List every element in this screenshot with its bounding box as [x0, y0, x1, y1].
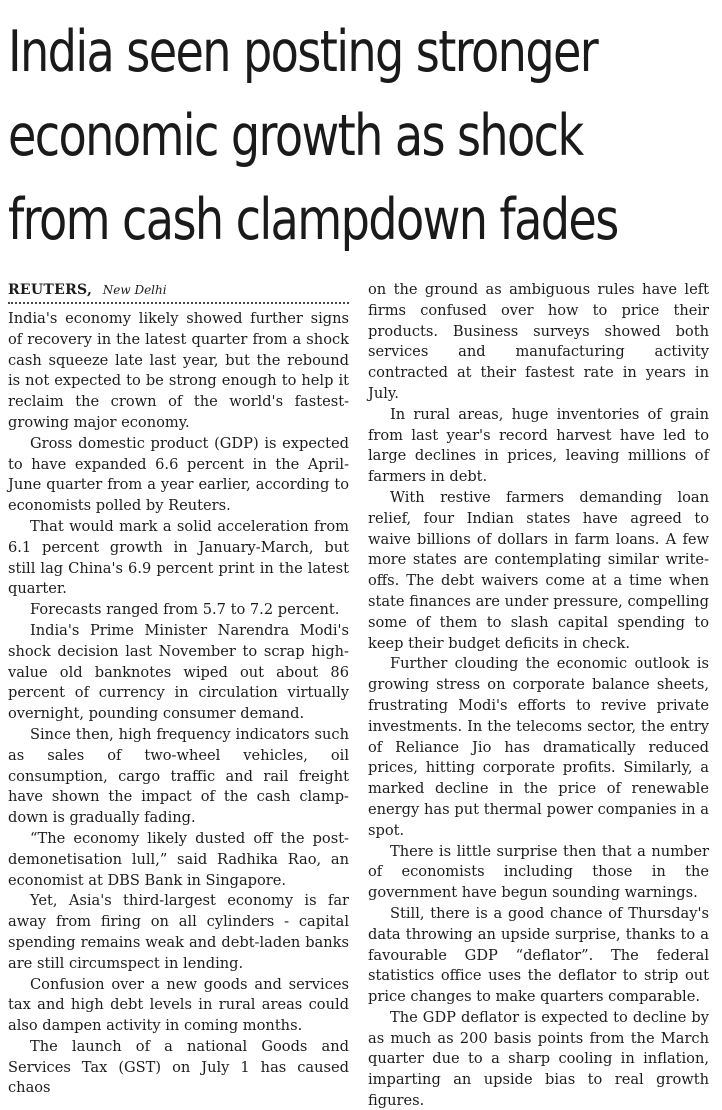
article-column-left: [8, 280, 349, 1099]
paragraph: That would mark a solid acceleration from 6.1 percent growth in January-March, but still lag China's 6.9 percent print in the latest quarter.: [8, 517, 349, 598]
paragraph: The GDP deflator is expected to decline by as much as 200 basis points from the March quarter due to a sharp cooling in inflation, imparting an upside bias to real growth figures.: [368, 1008, 709, 1110]
paragraph: India's economy likely showed further signs of recovery in the latest quarter from a shock cash squeeze late last year, but the rebound is not expected to be strong enough to help it reclaim the crown of the world's fastest-growing major economy.: [8, 310, 349, 431]
paragraph: “The economy likely dusted off the post-demonetisation lull,” said Radhika Rao, an economist at DBS Bank in Singapore.: [8, 829, 349, 889]
paragraph: Gross domestic product (GDP) is expected to have expanded 6.6 percent in the April-June quarter from a year earlier, according to economists polled by Reuters.: [8, 434, 349, 515]
byline-agency: REUTERS,: [8, 282, 93, 298]
article-column-right: [368, 280, 709, 1110]
paragraph: There is little surprise then that a number of economists including those in the government have begun sounding warnings.: [368, 842, 709, 902]
dotted-divider: [8, 302, 349, 304]
headline-line-2: economic growth as shock: [8, 103, 583, 169]
paragraph: With restive farmers demanding loan relief, four Indian states have agreed to waive billions of dollars in farm loans. A few more states are contemplating similar write-offs. The debt waivers come at a time when state finances are under pressure, compelling some of them to slash capital spending to keep their budget deficits in check.: [368, 488, 709, 652]
paragraph: Yet, Asia's third-largest economy is far away from firing on all cylinders - capital spending remains weak and debt-laden banks are still circumspect in lending.: [8, 892, 349, 972]
paragraph: The launch of a national Goods and Services Tax (GST) on July 1 has caused chaos: [8, 1037, 349, 1097]
byline: [8, 280, 349, 300]
paragraph: Still, there is a good chance of Thursday's data throwing an upside surprise, thanks to a favourable GDP “deflator”. The federal statistics office uses the deflator to strip out price changes to make quarters comparable.: [368, 904, 709, 1006]
paragraph: Further clouding the economic outlook is growing stress on corporate balance sheets, frustrating Modi's efforts to revive private investments. In the telecoms sector, the entry of Reliance Jio has dramatically reduced prices, hitting corporate profits. Similarly, a marked decline in the price of renewable energy has put thermal power companies in a spot.: [368, 655, 709, 839]
paragraph: Forecasts ranged from 5.7 to 7.2 percent.: [30, 601, 340, 619]
paragraph: India's Prime Minister Narendra Modi's shock decision last November to scrap high-value old banknotes wiped out about 86 percent of currency in circulation virtually overnight, pounding consumer demand.: [8, 621, 349, 723]
paragraph: Since then, high frequency indicators such as sales of two-wheel vehicles, oil consumption, cargo traffic and rail freight have shown the impact of the cash clamp-down is gradually fading.: [8, 725, 349, 827]
headline-line-3: from cash clampdown fades: [8, 187, 618, 253]
headline-line-1: India seen posting stronger: [8, 19, 598, 85]
headline: [8, 10, 618, 262]
paragraph: on the ground as ambiguous rules have left firms confused over how to price their products. Business surveys showed both services and manufacturing activity contracted at their fastest rate in years in July.: [368, 281, 709, 402]
byline-dateline: New Delhi: [102, 283, 167, 297]
paragraph: Confusion over a new goods and services tax and high debt levels in rural areas could also dampen activity in coming months.: [8, 975, 349, 1035]
paragraph: In rural areas, huge inventories of grain from last year's record harvest have led to large declines in prices, leaving millions of farmers in debt.: [368, 405, 709, 486]
